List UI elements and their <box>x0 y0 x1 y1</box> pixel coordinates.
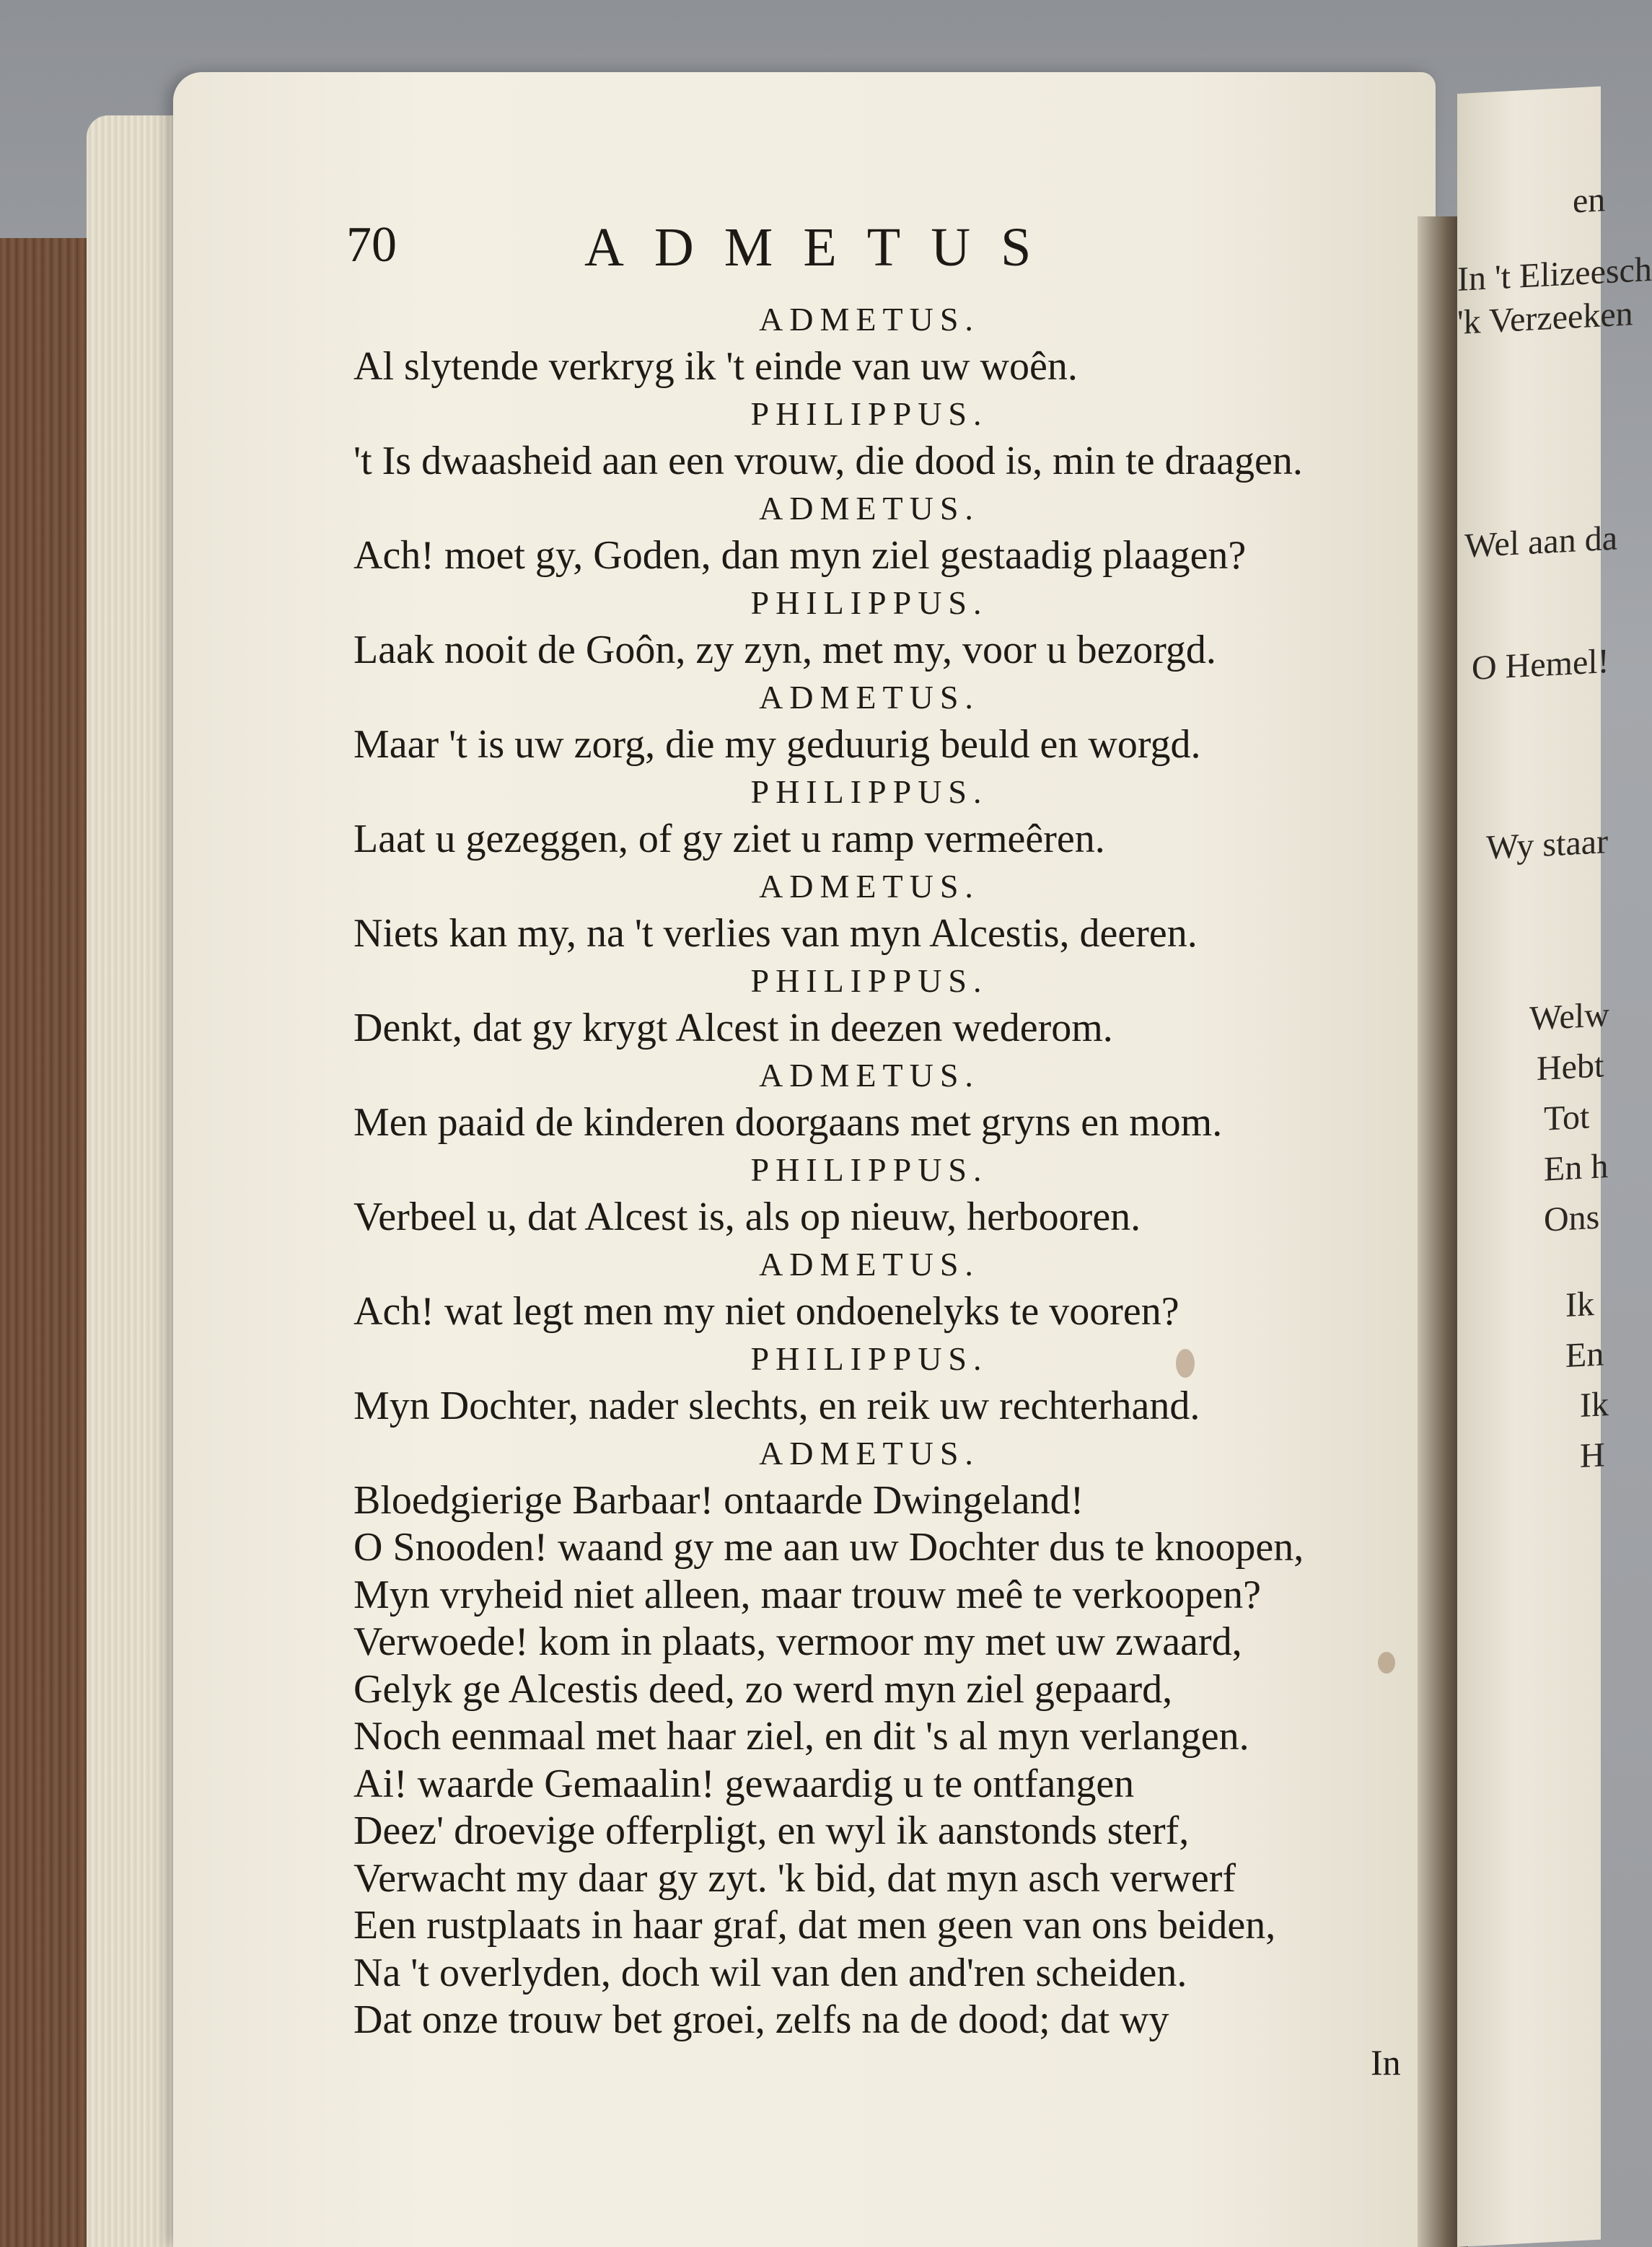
verse-line: Myn vryheid niet alleen, maar trouw meê te verkoopen? <box>353 1572 1261 1617</box>
verse-line: Niets kan my, na 't verlies van myn Alcestis, deeren. <box>353 910 1198 956</box>
speaker-name: ADMETUS. <box>759 1246 980 1283</box>
facing-page-fragment: O Hemel! <box>1472 641 1609 687</box>
facing-page-fragment: Ons <box>1544 1197 1600 1239</box>
verse-line: Maar 't is uw zorg, die my geduurig beuld en worgd. <box>353 721 1201 767</box>
speaker-name: PHILIPPUS. <box>750 395 988 432</box>
verse-line: Myn Dochter, nader slechts, en reik uw rechterhand. <box>353 1383 1200 1428</box>
facing-page-fragment: Welw <box>1529 995 1609 1038</box>
facing-page-fragment: En <box>1565 1334 1604 1376</box>
facing-page <box>1457 87 1652 2247</box>
verse-line: Noch eenmaal met haar ziel, en dit 's al myn verlangen. <box>353 1714 1249 1759</box>
verse-line: Dat onze trouw bet groei, zelfs na de dood; dat wy <box>353 1997 1169 2042</box>
running-title: ADMETUS <box>584 217 1062 278</box>
verse-line: Ach! moet gy, Goden, dan myn ziel gestaadig plaagen? <box>353 532 1247 578</box>
verse-line: Laak nooit de Goôn, zy zyn, met my, voor u bezorgd. <box>353 627 1216 672</box>
verse-line: Gelyk ge Alcestis deed, zo werd myn ziel gepaard, <box>353 1666 1173 1712</box>
verse-line: Deez' droevige offerpligt, en wyl ik aanstonds sterf, <box>353 1808 1190 1853</box>
page-header <box>346 216 1270 296</box>
verse-line: Bloedgierige Barbaar! ontaarde Dwingeland! <box>353 1477 1084 1523</box>
facing-page-fragment: In 't Elizeesch <box>1457 250 1652 299</box>
facing-page-fragment: H <box>1580 1435 1605 1476</box>
verse-line: Een rustplaats in haar graf, dat men geen van ons beiden, <box>353 1903 1276 1948</box>
verse-line: Laat u gezeggen, of gy ziet u ramp vermeêren. <box>353 816 1105 861</box>
speaker-name: ADMETUS. <box>759 679 980 716</box>
speaker-name: ADMETUS. <box>759 868 980 905</box>
verse-line: O Snooden! waand gy me aan uw Dochter dus te knoopen, <box>353 1525 1304 1570</box>
verse-line: Denkt, dat gy krygt Alcest in deezen wederom. <box>353 1005 1113 1050</box>
facing-page-fragment: Ik <box>1580 1384 1609 1425</box>
speaker-name: PHILIPPUS. <box>750 1151 988 1188</box>
facing-page-fragment: Wy staar <box>1486 822 1609 867</box>
facing-page-fragment: 'k Verzeeken <box>1457 294 1633 342</box>
facing-page-fragment: Hebt <box>1537 1046 1604 1089</box>
facing-page-fragment: Wel aan da <box>1464 519 1618 566</box>
verse-line: Verwacht my daar gy zyt. 'k bid, dat myn asch verwerf <box>353 1855 1236 1901</box>
speaker-name: ADMETUS. <box>759 1435 980 1472</box>
facing-page-fragment: Tot <box>1544 1097 1590 1138</box>
speaker-name: PHILIPPUS. <box>750 1340 988 1377</box>
verse-line: Al slytende verkryg ik 't einde van uw woên. <box>353 343 1078 389</box>
facing-page-fragment: En h <box>1544 1147 1609 1189</box>
speaker-name: PHILIPPUS. <box>750 773 988 810</box>
verse-line: 't Is dwaasheid aan een vrouw, die dood is, min te draagen. <box>353 438 1303 483</box>
verse-line: Verwoede! kom in plaats, vermoor my met uw zwaard, <box>353 1619 1242 1664</box>
verse-line: Men paaid de kinderen doorgaans met gryns en mom. <box>353 1099 1223 1145</box>
ink-stain <box>1378 1652 1395 1674</box>
verse-line: Verbeel u, dat Alcest is, als op nieuw, herbooren. <box>353 1194 1141 1239</box>
verse-line: Ach! wat legt men my niet ondoenelyks te vooren? <box>353 1288 1179 1334</box>
verse-line: Na 't overlyden, doch wil van den and'ren scheiden. <box>353 1950 1187 1995</box>
speaker-name: ADMETUS. <box>759 301 980 338</box>
facing-page-fragment: Ik <box>1565 1285 1594 1325</box>
speaker-name: ADMETUS. <box>759 490 980 527</box>
speaker-name: ADMETUS. <box>759 1057 980 1094</box>
catchword: In <box>1371 2042 1401 2083</box>
speaker-name: PHILIPPUS. <box>750 584 988 621</box>
speaker-name: PHILIPPUS. <box>750 962 988 999</box>
facing-page-fragment: en <box>1573 180 1606 221</box>
verse-line: Ai! waarde Gemaalin! gewaardig u te ontfangen <box>353 1761 1135 1806</box>
page-number: 70 <box>346 217 397 273</box>
